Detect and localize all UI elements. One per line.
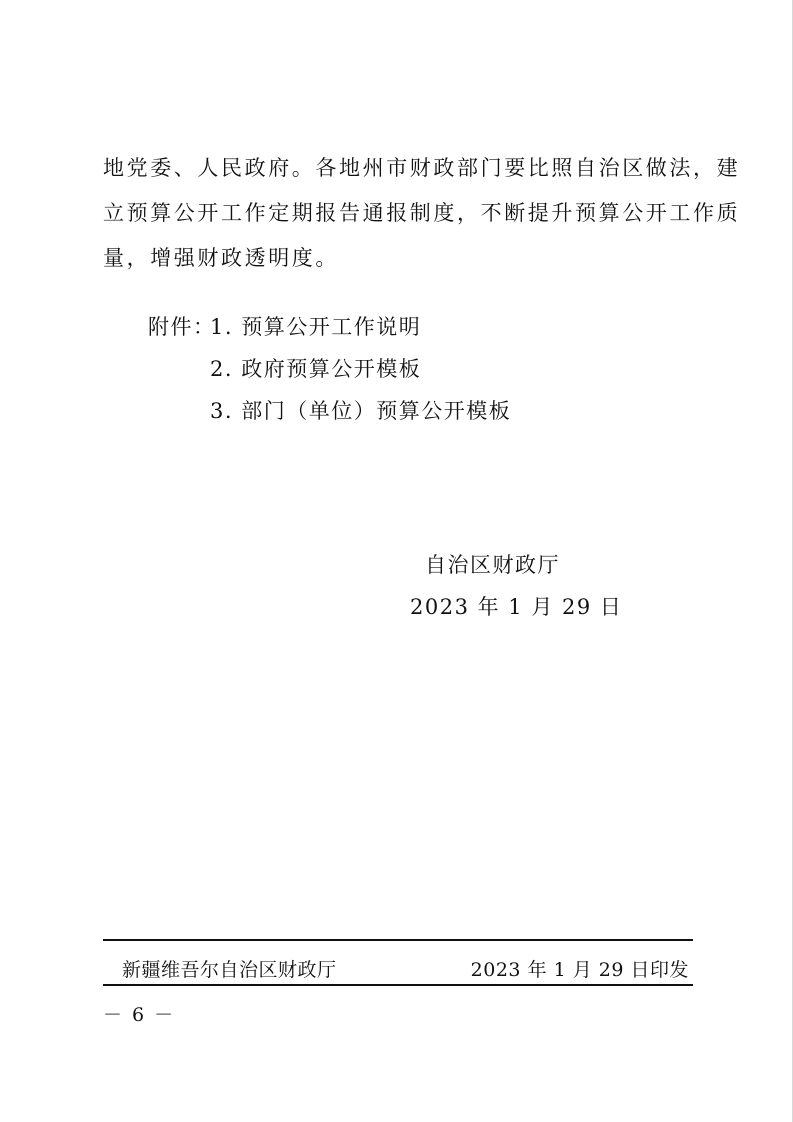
attachment-row (148, 390, 511, 432)
footer-print-date: 2023 年 1 月 29 日印发 (470, 959, 689, 981)
footer-issuer: 新疆维吾尔自治区财政厅 (122, 959, 337, 981)
body-paragraph (103, 146, 741, 281)
attachment-item: 2. 政府预算公开模板 (210, 357, 422, 381)
attachment-label: 附件： (148, 315, 216, 339)
attachment-item: 1. 预算公开工作说明 (210, 315, 422, 339)
attachment-row (148, 306, 511, 348)
body-line: 量，增强财政透明度。 (103, 246, 339, 270)
footer-divider-bottom (103, 984, 693, 986)
signature-date: 2023 年 1 月 29 日 (410, 595, 623, 619)
footer-divider-top (103, 939, 693, 941)
body-line: 地党委、人民政府。各地州市财政部门要比照自治区做法，建 (103, 156, 741, 180)
attachment-item: 3. 部门（单位）预算公开模板 (210, 399, 512, 423)
body-line: 立预算公开工作定期报告通报制度，不断提升预算公开工作质 (103, 201, 741, 225)
signature-organization: 自治区财政厅 (425, 553, 560, 577)
attachment-list (148, 306, 511, 432)
attachment-row (148, 348, 511, 390)
page-number: － 6 － (103, 1004, 176, 1026)
